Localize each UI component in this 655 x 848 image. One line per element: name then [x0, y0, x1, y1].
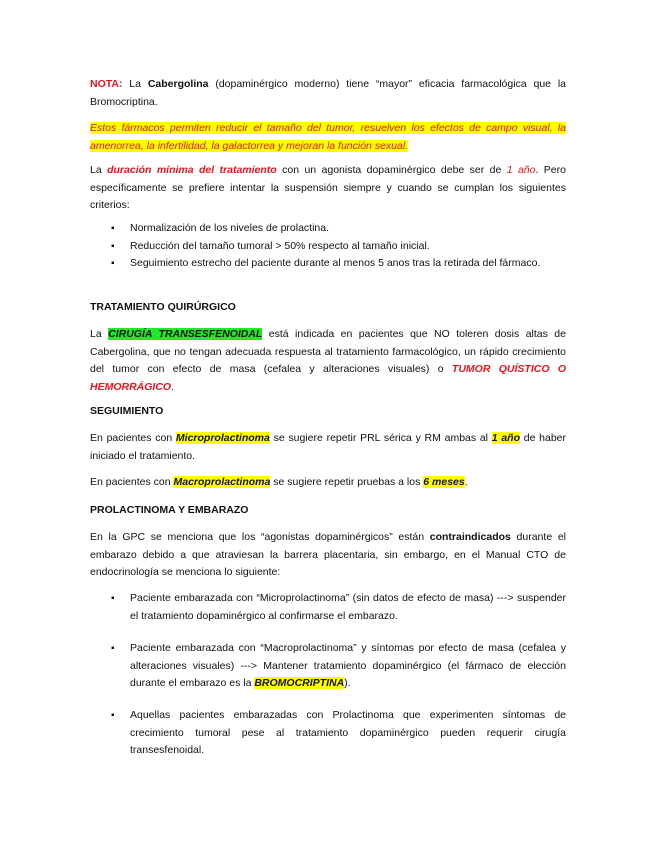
macro-text-1: En pacientes con — [90, 476, 174, 488]
duracion-term: duración mínima del tratamiento — [107, 164, 277, 176]
efectos-paragraph — [90, 120, 566, 155]
list-item: ▪ Paciente embarazada con “Microprolactinoma” (sin datos de efecto de masa) ---> suspender el tratamiento dopaminérgico al confirmarse el embarazo. — [90, 590, 566, 625]
micro-text-2: se sugiere repetir PRL sérica y RM ambas al — [269, 432, 492, 444]
macro-text-2: se sugiere repetir pruebas a los — [270, 476, 424, 488]
list-item: ▪ Normalización de los niveles de prolactina. — [90, 220, 566, 238]
nota-text-2: (dopaminérgico moderno) tiene “mayor” eficacia farmacológica que la Bromocriptina. — [90, 78, 567, 108]
cirugia-term: CIRUGÍA TRANSESFENOIDAL — [108, 328, 263, 340]
embarazo-list — [90, 640, 566, 693]
criterios-list — [90, 220, 566, 273]
macro-meses: 6 meses — [423, 476, 465, 488]
micro-text-3: de haber iniciado el tratamiento. — [90, 432, 566, 462]
duracion-text-3: . Pero específicamente se prefiere intentar la suspensión siempre y cuando se cumplan los siguientes criterios: — [90, 164, 566, 211]
duracion-paragraph — [90, 162, 566, 215]
tumor-term: TUMOR QUÍSTICO O HEMORRÁGICO — [90, 363, 567, 393]
micro-anio: 1 año — [491, 432, 520, 444]
list-item: ▪ Seguimiento estrecho del paciente durante al menos 5 anos tras la retirada del fármaco. — [90, 255, 566, 273]
macro-paragraph — [90, 474, 566, 492]
quirurgico-text-3: . — [171, 380, 175, 393]
seguimiento-heading: SEGUIMIENTO — [90, 405, 164, 417]
duracion-text-2: con un agonista dopaminérgico debe ser de — [276, 164, 507, 176]
macro-text-3: . — [464, 476, 468, 488]
duracion-text-1: La — [90, 164, 108, 176]
duracion-anio: 1 año — [506, 164, 536, 176]
list-item: ▪ Aquellas pacientes embarazadas con Prolactinoma que experimenten síntomas de crecimiento tumoral pese al tratamiento dopaminérgico pueden requerir cirugía transesfenoidal. — [90, 707, 566, 760]
list-item: ▪ Reducción del tamaño tumoral > 50% respecto al tamaño inicial. — [90, 238, 566, 256]
efectos-text: Estos fármacos permiten reducir el tamaño del tumor, resuelven los efectos de campo visual, la amenorrea, la infertilidad, la galactorrea y mejoran la función sexual. — [90, 122, 566, 152]
quirurgico-text-1: La — [90, 328, 109, 340]
micro-term: Microprolactinoma — [175, 432, 270, 444]
cabergolina-term: Cabergolina — [147, 78, 209, 90]
quirurgico-text-2: está indicada en pacientes que NO toleren dosis altas de Cabergolina, que no tengan adecuada respuesta al tratamiento farmacológico, un rápido crecimiento del tumor con efecto de masa (cefalea y alteraciones visuales) o — [90, 328, 566, 375]
bromocriptina-term: BROMOCRIPTINA — [254, 677, 345, 689]
nota-paragraph — [90, 76, 566, 111]
embarazo-heading: PROLACTINOMA Y EMBARAZO — [90, 504, 249, 516]
quirurgico-paragraph — [90, 326, 566, 396]
embarazo-list — [90, 707, 566, 760]
nota-label: NOTA: — [90, 78, 123, 90]
micro-text-1: En pacientes con — [90, 432, 176, 444]
macro-bullet-text-2: ). — [344, 677, 351, 689]
macro-term: Macroprolactinoma — [173, 476, 271, 488]
nota-text-1: La — [122, 78, 148, 90]
embarazo-text-1: En la GPC se menciona que los “agonistas dopaminérgicos” están — [90, 531, 430, 543]
embarazo-list — [90, 590, 566, 625]
macro-bullet-text-1: Paciente embarazada con “Macroprolactinoma” y síntomas por efecto de masa (cefalea y alteraciones visuales) ---> Mantener tratamiento dopaminérgico (el fármaco de elección durante el embarazo es la — [130, 642, 566, 689]
contraindicados-term: contraindicados — [429, 531, 511, 543]
embarazo-text-2: durante el embarazo debido a que atraviesan la barrera placentaria, sin embargo, en el Manual CTO de endocrinología se menciona lo siguiente: — [90, 531, 566, 578]
embarazo-paragraph — [90, 529, 566, 582]
quirurgico-heading: TRATAMIENTO QUIRÚRGICO — [90, 301, 236, 313]
micro-paragraph — [90, 430, 566, 465]
list-item — [90, 640, 566, 693]
